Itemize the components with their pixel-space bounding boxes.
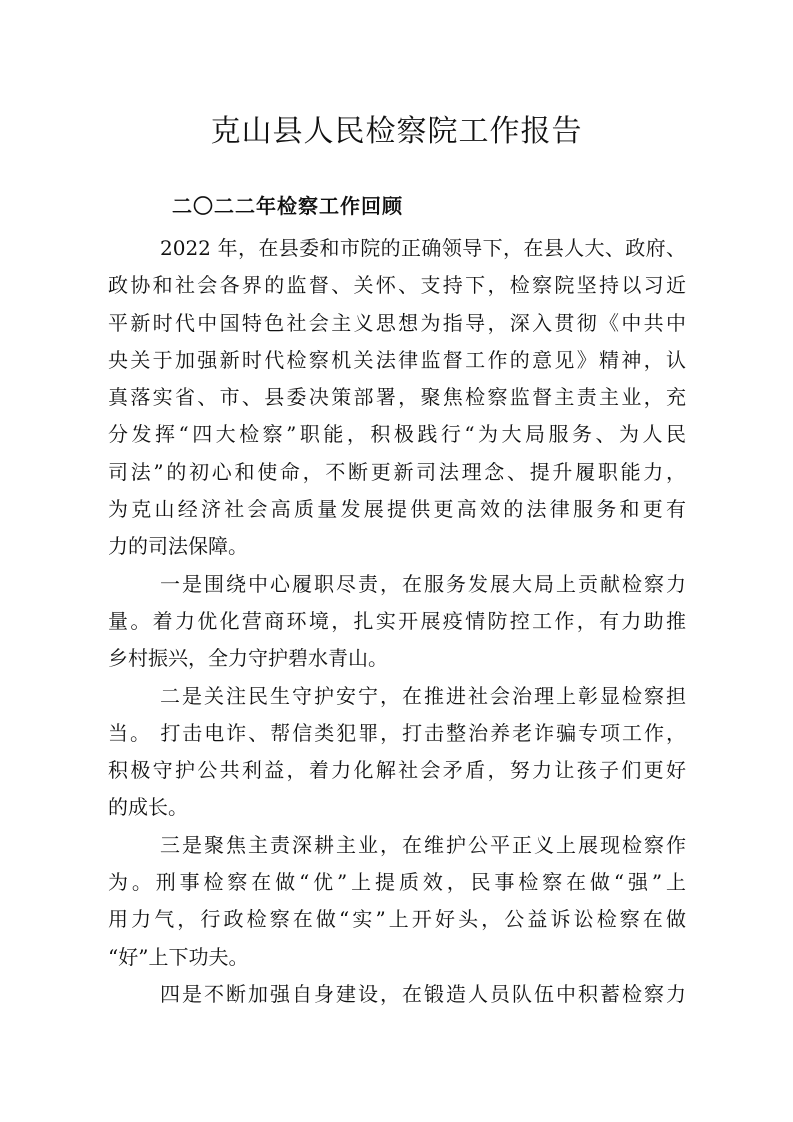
paragraph-line: 的成长。 bbox=[108, 795, 188, 820]
paragraph-line: 分发挥“四大检察”职能，积极践行“为大局服务、为人民 bbox=[108, 422, 686, 447]
paragraph bbox=[108, 566, 686, 678]
paragraph-line: 央关于加强新时代检察机关法律监督工作的意见》精神，认 bbox=[108, 347, 686, 372]
paragraph-line: 司法”的初心和使命，不断更新司法理念、提升履职能力， bbox=[108, 459, 686, 484]
paragraph-line: 政协和社会各界的监督、关怀、支持下，检察院坚持以习近 bbox=[108, 273, 686, 298]
paragraph bbox=[108, 827, 686, 976]
paragraph-line: 积极守护公共利益，着力化解社会矛盾，努力让孩子们更好 bbox=[108, 758, 686, 783]
document-title: 克山县人民检察院工作报告 bbox=[210, 114, 583, 149]
paragraph-line: 为。刑事检察在做“优”上提质效，民事检察在做“强”上 bbox=[108, 870, 686, 895]
paragraph-line: “好”上下功夫。 bbox=[108, 944, 249, 969]
paragraph-line: 三是聚焦主责深耕主业，在维护公平正义上展现检察作 bbox=[160, 832, 686, 857]
paragraph-line: 量。着力优化营商环境，扎实开展疫情防控工作，有力助推 bbox=[108, 608, 686, 633]
paragraph-line: 为克山经济社会高质量发展提供更高效的法律服务和更有 bbox=[108, 497, 686, 522]
paragraph-line: 一是围绕中心履职尽责，在服务发展大局上贡献检察力 bbox=[160, 571, 686, 596]
paragraph-line: 力的司法保障。 bbox=[108, 534, 248, 559]
paragraph-line: 用力气，行政检察在做“实”上开好头，公益诉讼检察在做 bbox=[108, 907, 686, 932]
section-heading: 二〇二二年检察工作回顾 bbox=[172, 194, 403, 218]
paragraph bbox=[108, 230, 686, 566]
paragraph-line: 四是不断加强自身建设，在锻造人员队伍中积蓄检察力 bbox=[160, 981, 686, 1006]
paragraph bbox=[108, 678, 686, 827]
paragraph-line: 当。 打击电诈、帮信类犯罪，打击整治养老诈骗专项工作， bbox=[108, 720, 686, 745]
document-body bbox=[108, 230, 686, 1013]
paragraph-line: 二是关注民生守护安宁，在推进社会治理上彰显检察担 bbox=[160, 683, 686, 708]
paragraph-line: 平新时代中国特色社会主义思想为指导，深入贯彻《中共中 bbox=[108, 310, 686, 335]
paragraph-line: 真落实省、市、县委决策部署，聚焦检察监督主责主业，充 bbox=[108, 385, 686, 410]
paragraph-line: 2022 年，在县委和市院的正确领导下，在县人大、政府、 bbox=[160, 236, 686, 260]
paragraph bbox=[108, 976, 686, 1013]
paragraph-line: 乡村振兴，全力守护碧水青山。 bbox=[108, 646, 388, 671]
